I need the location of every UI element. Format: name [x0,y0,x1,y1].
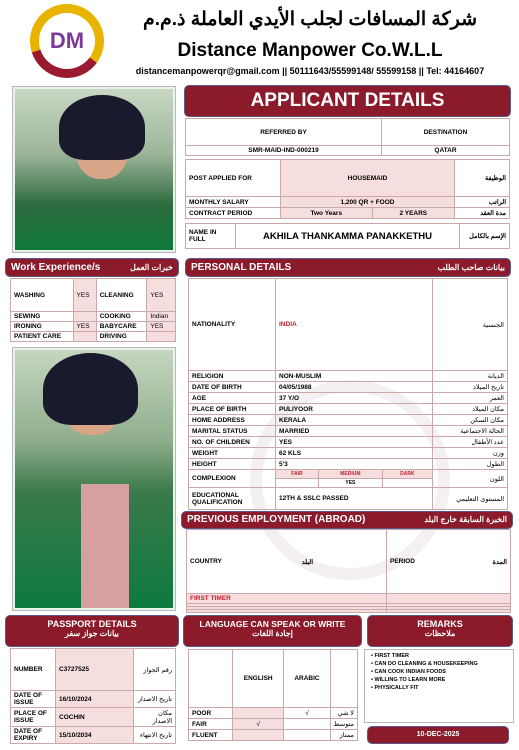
birthplace-value: PULIYOOR [276,404,433,415]
previous-employment-header [182,512,512,528]
work-cell: YES [73,322,96,332]
name-label: NAME IN FULL [186,224,236,249]
marital-ar: الحالة الاجتماعية [433,426,508,437]
poor-ar: لا شي [330,708,357,719]
remark-item: • WILLING TO LEARN MORE [371,677,446,683]
religion-label: RELIGION [189,371,276,382]
children-value: YES [276,437,433,448]
personal-title-ar: بيانات صاحب الطلب [437,263,505,272]
age-label: AGE [189,393,276,404]
issue-place-label: PLACE OF ISSUE [11,708,56,727]
weight-value: 62 KLS [276,448,433,459]
work-cell: BABYCARE [96,322,147,332]
passport-number-ar: رقم الجواز [134,649,176,691]
contract-label: CONTRACT PERIOD [186,208,281,219]
salary-label: MONTHLY SALARY [186,197,281,208]
expiry-label: DATE OF EXPIRY [11,727,56,744]
poor-label: POOR [189,708,233,719]
remarks-header [368,616,512,646]
issue-date-value: 16/10/2024 [56,691,134,708]
height-ar: الطول [433,459,508,470]
page-title: APPLICANT DETAILS [185,86,510,116]
work-cell: DRIVING [96,332,147,342]
work-cell: Indian [147,312,176,322]
remarks-title-ar: ملاحظات [424,629,456,638]
nationality-value: INDIA [276,279,433,371]
work-cell: YES [147,322,176,332]
children-ar: عدد الأطفال [433,437,508,448]
work-cell [73,312,96,322]
issue-date-ar: تاريخ الاصدار [134,691,176,708]
passport-number-value: C3727525 [56,649,134,691]
address-ar: مكان السكن [433,415,508,426]
fluent-label: FLUENT [189,730,233,741]
passport-title-ar: بيانات جواز سفر [64,629,120,638]
height-value: 5'3 [276,459,433,470]
complexion-yes: YES [319,479,383,488]
fluent-ar: ممتاز [330,730,357,741]
address-value: KERALA [276,415,433,426]
salary-ar: الراتب [455,197,510,208]
work-experience-header [6,259,178,276]
education-ar: المستوى التعليمي [433,488,508,510]
remarks-title: REMARKS [417,619,463,629]
previous-country-value: FIRST TIMER [187,594,387,604]
remark-item: • CAN COOK INDIAN FOODS [371,669,446,675]
religion-value: NON-MUSLIM [276,371,433,382]
arabic-header: ARABIC [284,650,330,708]
expiry-ar: تاريخ الانتهاء [134,727,176,744]
work-cell: IRONING [11,322,74,332]
period-ar: المدة [492,558,507,566]
remark-item: • FIRST TIMER [371,653,409,659]
applicant-photo-small [12,86,176,253]
passport-number-label: NUMBER [11,649,56,691]
issue-place-ar: مكان الاصدار [134,708,176,727]
country-ar: البلد [301,558,313,566]
english-header: ENGLISH [233,650,284,708]
company-name-arabic: شركة المسافات لجلب الأيدي العاملة ذ.م.م [142,9,478,30]
work-cell [73,332,96,342]
post-ar: الوظيفة [455,160,510,197]
applicant-photo-large [12,347,176,611]
education-label: EDUCATIONAL QUALIFICATION [189,488,276,510]
complexion-dark: DARK [382,470,432,479]
dob-value: 04/05/1988 [276,382,433,393]
remarks-date: 10-DEC-2025 [368,727,508,743]
education-value: 12TH & SSLC PASSED [276,488,433,510]
remark-item: • CAN DO CLEANING & HOUSEKEEPING [371,661,478,667]
age-ar: العمر [433,393,508,404]
personal-details-header [186,259,510,276]
personal-title: PERSONAL DETAILS [191,262,292,273]
fair-english: √ [233,719,284,730]
complexion-medium: MEDIUM [319,470,383,479]
complexion-fair: FAIR [276,470,319,479]
logo-text: DM [39,13,95,69]
work-cell: CLEANING [96,279,147,312]
dob-ar: تاريخ الميلاد [433,382,508,393]
work-cell: COOKING [96,312,147,322]
contract-value-2: 2 YEARS [372,208,454,219]
company-name-english: Distance Manpower Co.W.L.L [177,40,443,61]
religion-ar: الديانة [433,371,508,382]
nationality-ar: الجنسية [433,279,508,371]
fair-arabic [284,719,330,730]
passport-header [6,616,178,646]
previous-title-ar: الخبرة السابقة خارج البلد [424,515,507,524]
marital-label: MARITAL STATUS [189,426,276,437]
name-ar: الإسم بالكامل [460,224,510,249]
expiry-value: 15/10/2034 [56,727,134,744]
language-title-ar: إجادة اللغات [252,629,293,638]
fair-label: FAIR [189,719,233,730]
complexion-ar: اللون [433,470,508,488]
referred-value: SMR-MAID-IND-000219 [186,146,382,156]
work-cell: PATIENT CARE [11,332,74,342]
issue-date-label: DATE OF ISSUE [11,691,56,708]
birthplace-label: PLACE OF BIRTH [189,404,276,415]
destination-value: QATAR [381,146,509,156]
previous-title: PREVIOUS EMPLOYMENT (ABROAD) [187,514,366,525]
fair-ar: متوسط [330,719,357,730]
remarks-list [364,649,514,723]
destination-label: DESTINATION [381,119,509,146]
work-cell: YES [73,279,96,312]
fluent-arabic [284,730,330,741]
dob-label: DATE OF BIRTH [189,382,276,393]
work-title-ar: خبرات العمل [130,263,173,272]
poor-arabic: √ [284,708,330,719]
post-value: HOUSEMAID [281,160,455,197]
country-label: COUNTRY [190,557,222,565]
salary-value: 1,200 QR + FOOD [281,197,455,208]
weight-ar: وزن [433,448,508,459]
work-title: Work Experience/s [11,262,101,273]
referred-label: REFERRED BY [186,119,382,146]
address-label: HOME ADDRESS [189,415,276,426]
fluent-english [233,730,284,741]
work-cell: WASHING [11,279,74,312]
post-label: POST APPLIED FOR [186,160,281,197]
language-title: LANGUAGE CAN SPEAK OR WRITE [199,619,346,629]
poor-english [233,708,284,719]
work-cell: YES [147,279,176,312]
period-label: PERIOD [390,557,415,565]
height-label: HEIGHT [189,459,276,470]
birthplace-ar: مكان الميلاد [433,404,508,415]
contract-value: Two Years [281,208,373,219]
work-cell [147,332,176,342]
contract-ar: مدة العقد [455,208,510,219]
company-contact: distancemanpowerqr@gmail.com || 50111643/55599148/ 55599158 || Tel: 44164607 [135,66,485,76]
name-value: AKHILA THANKAMMA PANAKKETHU [236,224,460,249]
passport-title: PASSPORT DETAILS [47,619,137,629]
language-header [184,616,361,646]
issue-place-value: COCHIN [56,708,134,727]
remark-item: • PHYSICALLY FIT [371,685,419,691]
company-logo [30,4,104,78]
age-value: 37 Y/O [276,393,433,404]
weight-label: WEIGHT [189,448,276,459]
complexion-label: COMPLEXION [189,470,276,488]
marital-value: MARRIED [276,426,433,437]
nationality-label: NATIONALITY [189,279,276,371]
children-label: NO. OF CHILDREN [189,437,276,448]
work-cell: SEWING [11,312,74,322]
